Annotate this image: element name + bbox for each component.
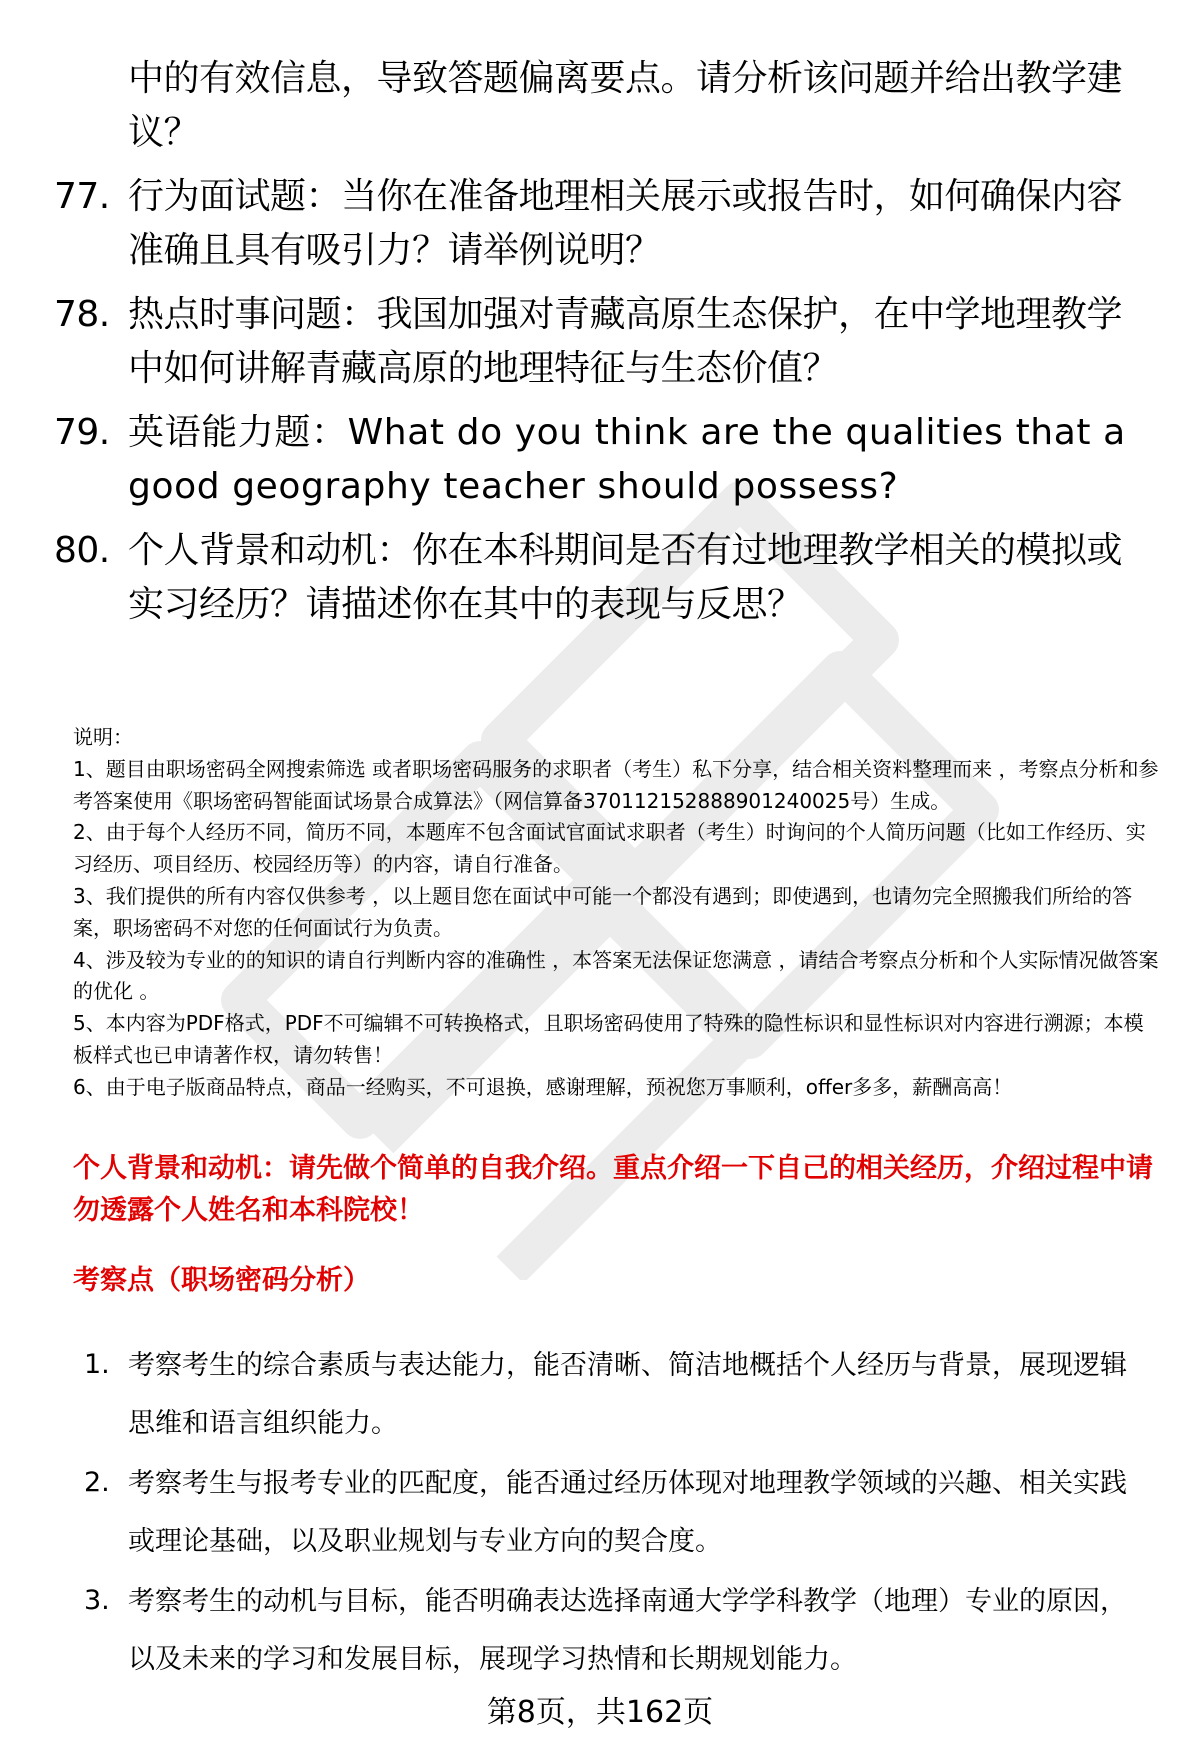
point-number: 1. [84, 1349, 110, 1380]
note-item: 1、题目由职场密码全网搜索筛选 或者职场密码服务的求职者（考生）私下分享，结合相关资料整理而来 ，考察点分析和参考答案使用《职场密码智能面试场景合成算法》（网信算备370112152888901240025号）生成。 [73, 756, 1159, 813]
point-text: 考察考生的动机与目标，能否明确表达选择南通大学学科教学（地理）专业的原因，以及未来的学习和发展目标，展现学习热情和长期规划能力。 [128, 1586, 1127, 1675]
note-item: 3、我们提供的所有内容仅供参考 ，以上题目您在面试中可能一个都没有遇到；即使遇到，也请勿完全照搬我们所给的答案，职场密码不对您的任何面试行为负责。 [73, 883, 1133, 940]
question-number: 78. [54, 294, 110, 335]
question-text: 英语能力题：What do you think are the qualities that a good geography teacher should possess? [128, 412, 1126, 507]
note-item: 5、本内容为PDF格式，PDF不可编辑不可转换格式，且职场密码使用了特殊的隐性标识和显性标识对内容进行溯源；本模板样式也已申请著作权，请勿转售！ [73, 1011, 1144, 1067]
point-number: 2. [84, 1467, 110, 1498]
point-text: 考察考生与报考专业的匹配度，能否通过经历体现对地理教学领域的兴趣、相关实践或理论基础，以及职业规划与专业方向的契合度。 [128, 1468, 1127, 1557]
point-text: 考察考生的综合素质与表达能力，能否清晰、简洁地概括个人经历与背景，展现逻辑思维和语言组织能力。 [128, 1350, 1127, 1439]
highlight-question: 个人背景和动机：请先做个简单的自我介绍。重点介绍一下自己的相关经历，介绍过程中请勿透露个人姓名和本科院校！ [73, 1153, 1153, 1226]
question-number: 77. [54, 176, 110, 217]
question-text: 个人背景和动机：你在本科期间是否有过地理教学相关的模拟或实习经历？请描述你在其中的表现与反思？ [128, 530, 1123, 625]
question-text: 行为面试题：当你在准备地理相关展示或报告时，如何确保内容准确且具有吸引力？请举例说明？ [128, 176, 1123, 271]
analysis-heading: 考察点（职场密码分析） [73, 1265, 370, 1296]
point-number: 3. [84, 1585, 110, 1616]
question-number: 79. [54, 412, 110, 453]
question-number: 80. [54, 530, 110, 571]
notes-heading: 说明： [73, 725, 133, 749]
note-item: 4、涉及较为专业的的知识的请自行判断内容的准确性 ，本答案无法保证您满意 ，请结合考察点分析和个人实际情况做答案的优化 。 [73, 947, 1159, 1004]
question-text: 中的有效信息，导致答题偏离要点。请分析该问题并给出教学建议？ [128, 58, 1123, 153]
note-item: 2、由于每个人经历不同，简历不同，本题库不包含面试官面试求职者（考生）时询问的个人简历问题（比如工作经历、实习经历、项目经历、校园经历等）的内容，请自行准备。 [73, 820, 1146, 877]
question-text: 热点时事问题：我国加强对青藏高原生态保护，在中学地理教学中如何讲解青藏高原的地理特征与生态价值？ [128, 294, 1123, 389]
notes-section [73, 722, 1163, 1104]
page-footer: 第8页，共162页 [486, 1695, 714, 1730]
note-item: 6、由于电子版商品特点，商品一经购买，不可退换，感谢理解，预祝您万事顺利，offer多多，薪酬高高！ [73, 1074, 1013, 1099]
